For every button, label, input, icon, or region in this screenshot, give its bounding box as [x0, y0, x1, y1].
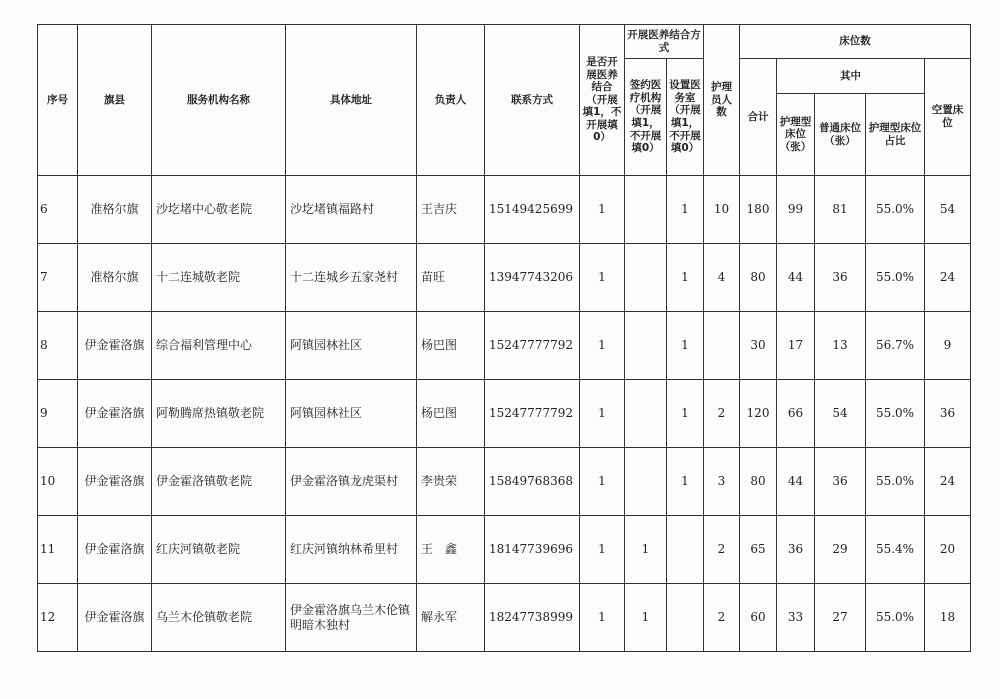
- header-total: 合计: [740, 59, 777, 176]
- cell-total: 60: [740, 584, 777, 652]
- cell-nurses: 3: [704, 448, 740, 516]
- cell-normal-beds: 36: [815, 244, 866, 312]
- cell-manager: 杨巴图: [417, 380, 485, 448]
- cell-seq: 8: [38, 312, 78, 380]
- cell-total: 30: [740, 312, 777, 380]
- cell-contact: 18247738999: [485, 584, 580, 652]
- cell-ratio: 55.0%: [866, 380, 925, 448]
- cell-ratio: 55.4%: [866, 516, 925, 584]
- cell-address: 十二连城乡五家尧村: [286, 244, 417, 312]
- cell-normal-beds: 13: [815, 312, 866, 380]
- cell-medical: 1: [580, 516, 625, 584]
- header-medical: 是否开展医养结合（开展填1，不开展填0）: [580, 25, 625, 176]
- cell-room: 1: [667, 312, 704, 380]
- header-normal-beds: 普通床位（张）: [815, 94, 866, 176]
- header-address: 具体地址: [286, 25, 417, 176]
- cell-ratio: 55.0%: [866, 176, 925, 244]
- cell-normal-beds: 29: [815, 516, 866, 584]
- cell-ratio: 55.0%: [866, 584, 925, 652]
- cell-contact: 18147739696: [485, 516, 580, 584]
- header-seq: 序号: [38, 25, 78, 176]
- cell-org: 乌兰木伦镇敬老院: [152, 584, 286, 652]
- cell-normal-beds: 54: [815, 380, 866, 448]
- cell-seq: 11: [38, 516, 78, 584]
- cell-contract: [625, 312, 667, 380]
- header-county: 旗县: [78, 25, 152, 176]
- table-row: [38, 584, 971, 652]
- cell-vacant: 54: [925, 176, 971, 244]
- table-row: [38, 244, 971, 312]
- cell-normal-beds: 27: [815, 584, 866, 652]
- cell-normal-beds: 36: [815, 448, 866, 516]
- cell-contract: [625, 176, 667, 244]
- cell-org: 沙圪堵中心敬老院: [152, 176, 286, 244]
- table-body: [38, 176, 971, 652]
- cell-room: 1: [667, 244, 704, 312]
- cell-total: 80: [740, 448, 777, 516]
- cell-org: 综合福利管理中心: [152, 312, 286, 380]
- cell-manager: 王吉庆: [417, 176, 485, 244]
- cell-county: 伊金霍洛旗: [78, 312, 152, 380]
- header-manager: 负责人: [417, 25, 485, 176]
- cell-contract: [625, 380, 667, 448]
- cell-manager: 李贵荣: [417, 448, 485, 516]
- cell-county: 伊金霍洛旗: [78, 516, 152, 584]
- table-row: [38, 176, 971, 244]
- cell-vacant: 18: [925, 584, 971, 652]
- cell-medical: 1: [580, 244, 625, 312]
- cell-manager: 王 鑫: [417, 516, 485, 584]
- cell-total: 65: [740, 516, 777, 584]
- cell-room: [667, 584, 704, 652]
- cell-org: 十二连城敬老院: [152, 244, 286, 312]
- cell-address: 红庆河镇纳林希里村: [286, 516, 417, 584]
- cell-total: 120: [740, 380, 777, 448]
- header-vacant: 空置床位: [925, 59, 971, 176]
- cell-seq: 7: [38, 244, 78, 312]
- elderly-care-table-sheet: [37, 24, 971, 652]
- cell-nurses: 10: [704, 176, 740, 244]
- cell-address: 伊金霍洛镇龙虎渠村: [286, 448, 417, 516]
- cell-contract: 1: [625, 584, 667, 652]
- cell-nursing-beds: 66: [777, 380, 815, 448]
- cell-ratio: 55.0%: [866, 448, 925, 516]
- cell-nurses: [704, 312, 740, 380]
- cell-ratio: 55.0%: [866, 244, 925, 312]
- cell-contact: 15849768368: [485, 448, 580, 516]
- cell-contract: [625, 448, 667, 516]
- cell-contact: 15247777792: [485, 380, 580, 448]
- cell-vacant: 24: [925, 448, 971, 516]
- cell-county: 准格尔旗: [78, 244, 152, 312]
- cell-total: 180: [740, 176, 777, 244]
- cell-nursing-beds: 44: [777, 244, 815, 312]
- cell-address: 伊金霍洛旗乌兰木伦镇明暗木独村: [286, 584, 417, 652]
- table-row: [38, 448, 971, 516]
- cell-county: 准格尔旗: [78, 176, 152, 244]
- cell-medical: 1: [580, 584, 625, 652]
- header-beds-group: 床位数: [740, 25, 971, 59]
- cell-total: 80: [740, 244, 777, 312]
- cell-nursing-beds: 17: [777, 312, 815, 380]
- cell-room: 1: [667, 176, 704, 244]
- cell-seq: 12: [38, 584, 78, 652]
- cell-room: 1: [667, 380, 704, 448]
- cell-contact: 15247777792: [485, 312, 580, 380]
- cell-vacant: 24: [925, 244, 971, 312]
- table-row: [38, 516, 971, 584]
- cell-nurses: 2: [704, 516, 740, 584]
- cell-seq: 6: [38, 176, 78, 244]
- elderly-care-table: [37, 24, 971, 652]
- cell-address: 沙圪堵镇福路村: [286, 176, 417, 244]
- header-mode-contract: 签约医疗机构（开展填1，不开展填0）: [625, 59, 667, 176]
- cell-manager: 杨巴图: [417, 312, 485, 380]
- cell-org: 阿勒腾席热镇敬老院: [152, 380, 286, 448]
- cell-org: 红庆河镇敬老院: [152, 516, 286, 584]
- cell-org: 伊金霍洛镇敬老院: [152, 448, 286, 516]
- cell-vacant: 20: [925, 516, 971, 584]
- header-mode-group: 开展医养结合方式: [625, 25, 704, 59]
- header-nurses: 护理员人数: [704, 25, 740, 176]
- cell-normal-beds: 81: [815, 176, 866, 244]
- cell-seq: 9: [38, 380, 78, 448]
- cell-address: 阿镇园林社区: [286, 312, 417, 380]
- cell-nursing-beds: 99: [777, 176, 815, 244]
- cell-nursing-beds: 36: [777, 516, 815, 584]
- cell-county: 伊金霍洛旗: [78, 448, 152, 516]
- cell-contract: [625, 244, 667, 312]
- cell-nursing-beds: 33: [777, 584, 815, 652]
- cell-medical: 1: [580, 312, 625, 380]
- cell-nurses: 2: [704, 584, 740, 652]
- cell-vacant: 9: [925, 312, 971, 380]
- header-contact: 联系方式: [485, 25, 580, 176]
- table-row: [38, 380, 971, 448]
- cell-medical: 1: [580, 448, 625, 516]
- cell-contact: 13947743206: [485, 244, 580, 312]
- cell-address: 阿镇园林社区: [286, 380, 417, 448]
- header-mode-room: 设置医务室（开展填1，不开展填0）: [667, 59, 704, 176]
- cell-contract: 1: [625, 516, 667, 584]
- header-among: 其中: [777, 59, 925, 94]
- cell-ratio: 56.7%: [866, 312, 925, 380]
- cell-medical: 1: [580, 176, 625, 244]
- cell-room: [667, 516, 704, 584]
- cell-medical: 1: [580, 380, 625, 448]
- cell-nursing-beds: 44: [777, 448, 815, 516]
- cell-seq: 10: [38, 448, 78, 516]
- cell-county: 伊金霍洛旗: [78, 380, 152, 448]
- header-ratio: 护理型床位占比: [866, 94, 925, 176]
- cell-nurses: 4: [704, 244, 740, 312]
- cell-manager: 苗旺: [417, 244, 485, 312]
- cell-nurses: 2: [704, 380, 740, 448]
- header-nursing-beds: 护理型床位（张）: [777, 94, 815, 176]
- cell-room: 1: [667, 448, 704, 516]
- table-row: [38, 312, 971, 380]
- cell-manager: 解永军: [417, 584, 485, 652]
- header-org: 服务机构名称: [152, 25, 286, 176]
- cell-contact: 15149425699: [485, 176, 580, 244]
- cell-vacant: 36: [925, 380, 971, 448]
- cell-county: 伊金霍洛旗: [78, 584, 152, 652]
